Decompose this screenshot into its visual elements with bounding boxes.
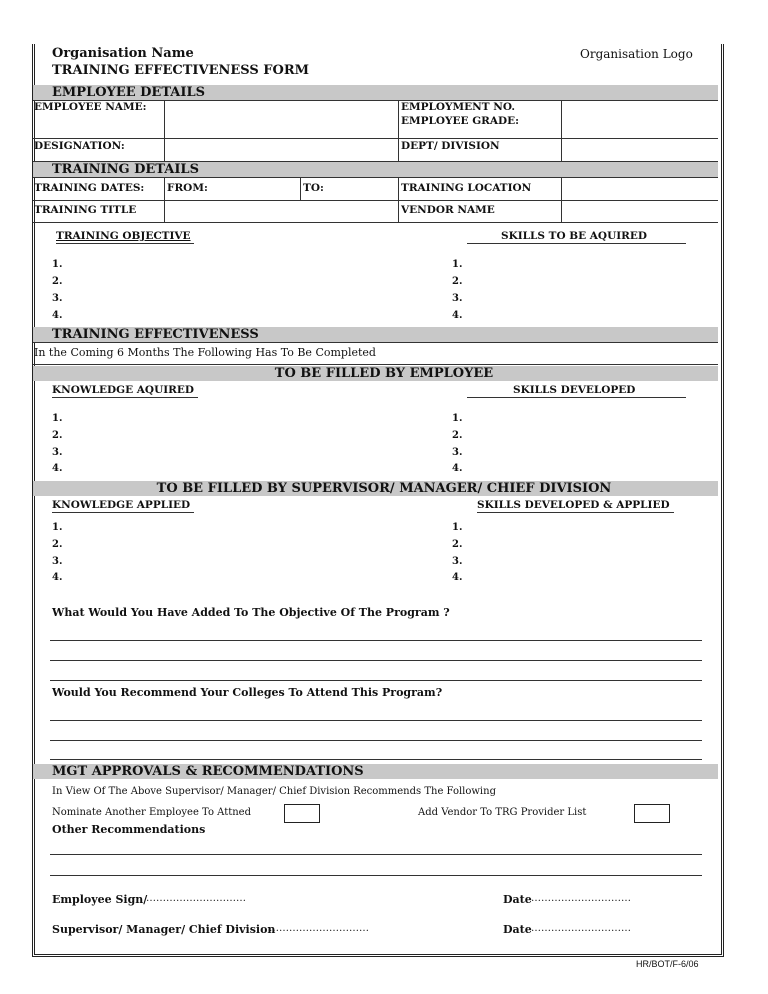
employee-name-field[interactable]	[165, 101, 397, 137]
list-item: 3.	[52, 293, 63, 304]
employee-sign-field[interactable]: …………………………	[146, 893, 246, 904]
designation-label: DESIGNATION:	[34, 140, 125, 152]
skills-developed-label: SKILLS DEVELOPED	[513, 384, 636, 396]
question-recommend-colleagues: Would You Recommend Your Colleges To Attend This Program?	[52, 686, 443, 699]
list-item: 1.	[452, 413, 463, 424]
question-added-objective: What Would You Have Added To The Objective Of The Program ?	[52, 606, 450, 619]
underline	[477, 512, 674, 513]
training-location-label: TRAINING LOCATION	[401, 182, 532, 194]
add-vendor-label: Add Vendor To TRG Provider List	[418, 807, 587, 818]
effectiveness-intro: In the Coming 6 Months The Following Has To Be Completed	[34, 346, 376, 359]
divider	[33, 222, 718, 223]
knowledge-applied-label: KNOWLEDGE APPLIED	[52, 499, 191, 511]
skills-to-be-acquired-label: SKILLS TO BE AQUIRED	[501, 230, 647, 242]
org-name: Organisation Name	[52, 46, 194, 61]
underline	[467, 397, 686, 398]
to-be-filled-by-supervisor-heading: TO BE FILLED BY SUPERVISOR/ MANAGER/ CHIEF DIVISION	[156, 481, 612, 496]
list-item: 1.	[52, 259, 63, 270]
knowledge-acquired-label: KNOWLEDGE AQUIRED	[52, 384, 194, 396]
list-item: 2.	[52, 539, 63, 550]
employee-date-field[interactable]: …………………………	[531, 893, 631, 904]
training-title-field[interactable]	[165, 201, 397, 221]
form-title: TRAINING EFFECTIVENESS FORM	[52, 63, 310, 78]
list-item: 4.	[452, 463, 463, 474]
supervisor-date-field[interactable]: …………………………	[531, 923, 631, 934]
supervisor-sign-field[interactable]: …………………………	[269, 923, 369, 934]
dept-division-field[interactable]	[562, 139, 717, 160]
other-recommendations-label: Other Recommendations	[52, 823, 206, 836]
answer-line[interactable]	[50, 854, 702, 855]
date-label: Date	[503, 893, 532, 906]
training-effectiveness-heading: TRAINING EFFECTIVENESS	[52, 327, 259, 342]
answer-line[interactable]	[50, 759, 702, 760]
underline	[467, 243, 686, 244]
underline	[52, 512, 194, 513]
divider	[398, 100, 399, 161]
from-label: FROM:	[167, 182, 208, 194]
training-location-field[interactable]	[562, 178, 717, 199]
answer-line[interactable]	[50, 640, 702, 641]
employee-details-heading: EMPLOYEE DETAILS	[52, 85, 206, 100]
divider	[300, 177, 301, 200]
add-vendor-checkbox[interactable]	[634, 804, 670, 823]
underline	[52, 397, 198, 398]
vendor-name-field[interactable]	[562, 201, 717, 221]
training-title-label: TRAINING TITLE	[34, 204, 137, 216]
date-label: Date	[503, 923, 532, 936]
list-item: 2.	[52, 430, 63, 441]
list-item: 2.	[452, 430, 463, 441]
employee-sign-label: Employee Sign/	[52, 893, 148, 906]
employee-grade-label: EMPLOYEE GRADE:	[401, 115, 520, 127]
nominate-label: Nominate Another Employee To Attned	[52, 807, 251, 818]
to-label: TO:	[303, 182, 324, 194]
list-item: 4.	[52, 463, 63, 474]
answer-line[interactable]	[50, 720, 702, 721]
list-item: 4.	[452, 310, 463, 321]
vendor-name-label: VENDOR NAME	[401, 204, 495, 216]
underline	[56, 243, 194, 244]
list-item: 1.	[52, 413, 63, 424]
list-item: 3.	[452, 556, 463, 567]
answer-line[interactable]	[50, 740, 702, 741]
divider	[33, 364, 718, 365]
list-item: 1.	[452, 259, 463, 270]
list-item: 2.	[452, 539, 463, 550]
answer-line[interactable]	[50, 660, 702, 661]
employment-no-label: EMPLOYMENT NO.	[401, 101, 516, 113]
supervisor-sign-label: Supervisor/ Manager/ Chief Division	[52, 923, 276, 936]
answer-line[interactable]	[50, 875, 702, 876]
training-dates-label: TRAINING DATES:	[34, 182, 145, 194]
dept-division-label: DEPT/ DIVISION	[401, 140, 500, 152]
list-item: 3.	[452, 293, 463, 304]
list-item: 4.	[452, 572, 463, 583]
approvals-heading: MGT APPROVALS & RECOMMENDATIONS	[52, 764, 364, 779]
form-code: HR/BOT/F-6/06	[636, 959, 699, 969]
training-objective-label: TRAINING OBJECTIVE	[56, 230, 191, 242]
list-item: 3.	[452, 447, 463, 458]
skills-developed-applied-label: SKILLS DEVELOPED & APPLIED	[477, 499, 670, 511]
list-item: 2.	[52, 276, 63, 287]
divider	[33, 342, 718, 343]
list-item: 2.	[452, 276, 463, 287]
list-item: 1.	[52, 522, 63, 533]
divider	[398, 177, 399, 222]
employment-no-field[interactable]	[562, 101, 717, 137]
list-item: 3.	[52, 556, 63, 567]
approvals-intro: In View Of The Above Supervisor/ Manager/ Chief Division Recommends The Following	[52, 786, 496, 797]
training-details-heading: TRAINING DETAILS	[52, 162, 199, 177]
designation-field[interactable]	[165, 139, 397, 160]
list-item: 4.	[52, 310, 63, 321]
list-item: 4.	[52, 572, 63, 583]
answer-line[interactable]	[50, 680, 702, 681]
nominate-checkbox[interactable]	[284, 804, 320, 823]
list-item: 3.	[52, 447, 63, 458]
org-logo-placeholder: Organisation Logo	[580, 47, 693, 61]
to-be-filled-by-employee-heading: TO BE FILLED BY EMPLOYEE	[274, 366, 494, 381]
employee-name-label: EMPLOYEE NAME:	[34, 101, 147, 113]
list-item: 1.	[452, 522, 463, 533]
